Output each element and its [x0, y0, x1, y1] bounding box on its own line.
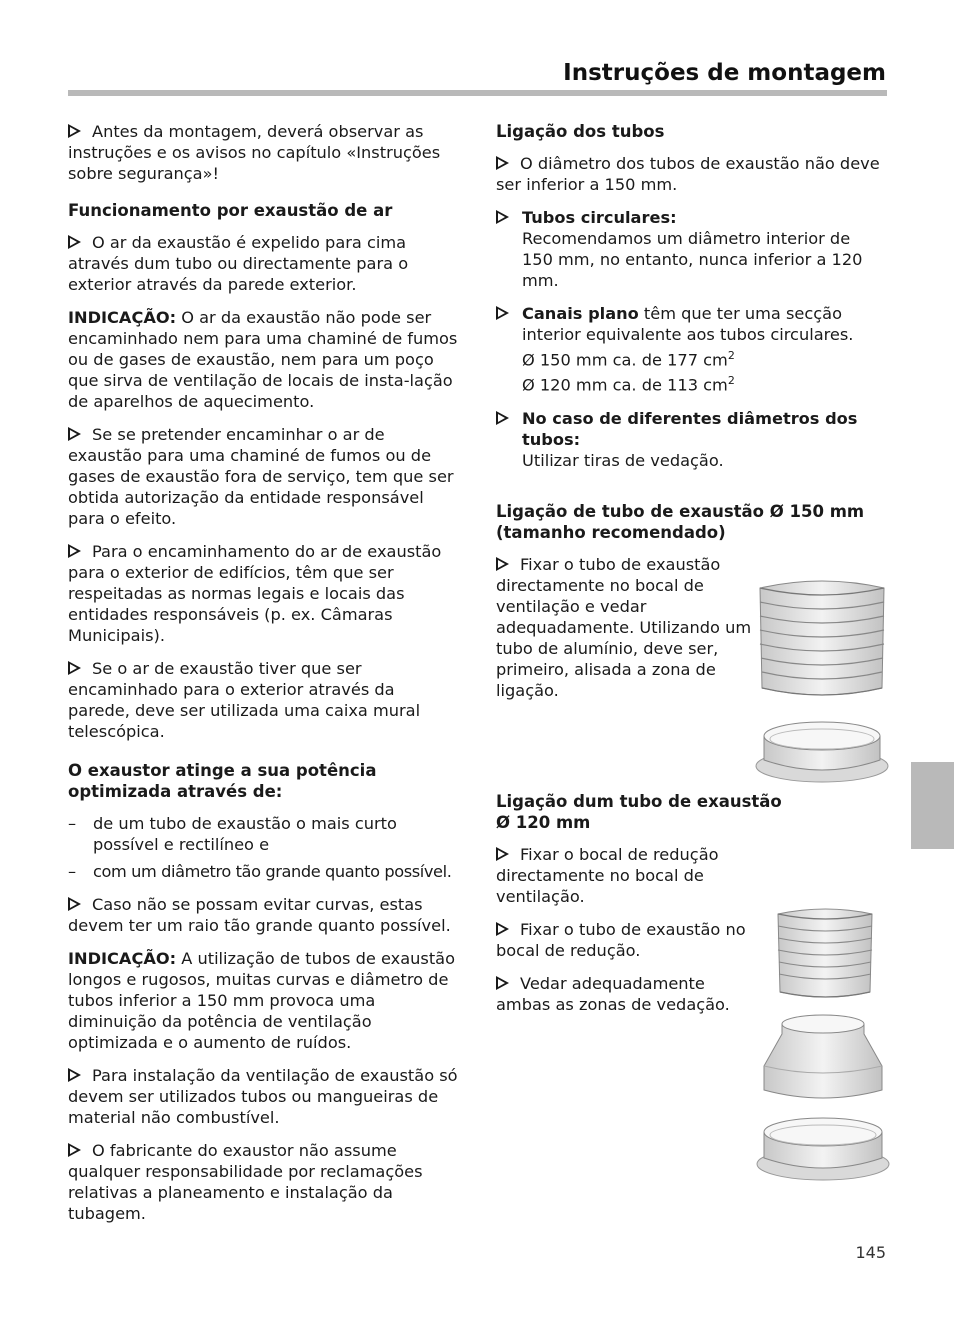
reducer — [764, 1015, 882, 1098]
page-title: Instruções de montagem — [563, 60, 886, 86]
indented-item: No caso de diferentes diâmetros dos tubos: Utilizar tiras de vedação. — [496, 408, 886, 471]
section-heading: Ligação dos tubos — [496, 122, 665, 141]
triangle-bullet-icon — [496, 411, 509, 425]
triangle-bullet-icon — [496, 847, 509, 861]
note-label: INDICAÇÃO: — [68, 308, 177, 327]
triangle-bullet-icon — [496, 306, 509, 320]
page-number: 145 — [855, 1243, 886, 1262]
section-heading: Ligação dum tubo de exaustão Ø 120 mm — [496, 791, 782, 832]
triangle-bullet-icon — [496, 156, 509, 170]
triangle-bullet-icon — [496, 557, 509, 571]
duct-ribs — [778, 909, 872, 997]
flexible-duct-120-illustration — [756, 906, 890, 1188]
indented-item: Canais plano têm que ter uma secção interior equivalente aos tubos circulares. Ø 150 mm ca. de 177 $cm^2$ Ø 120 mm ca. de 113 $cm^2$ — [496, 303, 886, 396]
triangle-bullet-icon — [68, 897, 81, 911]
section-heading: Funcionamento por exaustão de ar — [68, 201, 393, 220]
paragraph: O ar da exaustão é expelido para cima através dum tubo ou directamente para o exterior através da parede exterior. — [68, 233, 409, 294]
left-column — [68, 121, 460, 1236]
triangle-bullet-icon — [68, 235, 81, 249]
triangle-bullet-icon — [68, 124, 81, 138]
triangle-bullet-icon — [68, 544, 81, 558]
triangle-bullet-icon — [68, 427, 81, 441]
paragraph: Se o ar de exaustão tiver que ser encaminhado para o exterior através da parede, deve ser utilizada uma caixa mural telescópica. — [68, 659, 421, 741]
paragraph: Antes da montagem, deverá observar as instruções e os avisos no capítulo «Instruções sobre segurança»! — [68, 122, 441, 183]
note-paragraph: INDICAÇÃO: O ar da exaustão não pode ser encaminhado nem para uma chaminé de fumos ou de gases de exaustão, nem para um poço que sirva de ventilação de locais de insta-lação de aparelhos de aquecimento. — [68, 308, 458, 411]
indented-item: Tubos circulares: Recomendamos um diâmetro interior de 150 mm, no entanto, nunca inferior a 120 mm. — [496, 207, 886, 291]
paragraph: Fixar o bocal de redução directamente no bocal de ventilação. — [496, 844, 719, 906]
paragraph: O diâmetro dos tubos de exaustão não deve ser inferior a 150 mm. — [496, 154, 880, 194]
flexible-duct-150-illustration — [752, 576, 892, 790]
triangle-bullet-icon — [496, 976, 509, 990]
paragraph: O fabricante do exaustor não assume qualquer responsabilidade por reclamações relativas a planeamento e instalação da tubagem. — [68, 1141, 423, 1223]
paragraph: Fixar o tubo de exaustão no bocal de redução. — [496, 919, 746, 960]
duct-ribs — [760, 581, 884, 695]
note-paragraph: INDICAÇÃO: A utilização de tubos de exaustão longos e rugosos, muitas curvas e diâmetro de tubos inferior a 150 mm provoca uma diminuição da potência de ventilação optimizada e o aumento de ruídos. — [68, 949, 456, 1052]
triangle-bullet-icon — [68, 1143, 81, 1157]
paragraph: Para instalação da ventilação de exaustão só devem ser utilizados tubos ou mangueiras de material não combustível. — [68, 1066, 458, 1127]
triangle-bullet-icon — [68, 661, 81, 675]
paragraph: Para o encaminhamento do ar de exaustão para o exterior de edifícios, têm que ser respeitadas as normas legais e locais das entidades responsáveis (p. ex. Câmaras Municipais). — [68, 542, 442, 645]
connector-ring — [757, 1118, 889, 1180]
header-rule — [68, 90, 887, 96]
note-label: INDICAÇÃO: — [68, 949, 177, 968]
section-heading: O exaustor atinge a sua potência optimizada através de: — [68, 761, 377, 801]
paragraph: Se se pretender encaminhar o ar de exaustão para uma chaminé de fumos ou de gases de exaustão fora de serviço, tem que ser obtida autorização da entidade responsável para o efeito. — [68, 425, 454, 528]
chapter-side-tab — [911, 762, 954, 849]
section-heading: Ligação de tubo de exaustão Ø 150 mm (tamanho recomendado) — [496, 501, 865, 542]
triangle-bullet-icon — [496, 210, 509, 224]
paragraph: Fixar o tubo de exaustão directamente no bocal de ventilação e vedar adequadamente. Utilizando um tubo de alumínio, deve ser, primeiro, alisada a zona de ligação. — [496, 554, 752, 700]
paragraph: Caso não se possam evitar curvas, estas devem ter um raio tão grande quanto possível. — [68, 895, 451, 935]
list-item: – com um diâmetro tão grande quanto possível. — [68, 862, 452, 881]
list-item: – de um tubo de exaustão o mais curto possível e rectilíneo e — [68, 814, 397, 854]
paragraph: Vedar adequadamente ambas as zonas de vedação. — [496, 973, 730, 1014]
triangle-bullet-icon — [496, 922, 509, 936]
right-column — [496, 121, 886, 1027]
triangle-bullet-icon — [68, 1068, 81, 1082]
connector-ring — [756, 722, 888, 782]
